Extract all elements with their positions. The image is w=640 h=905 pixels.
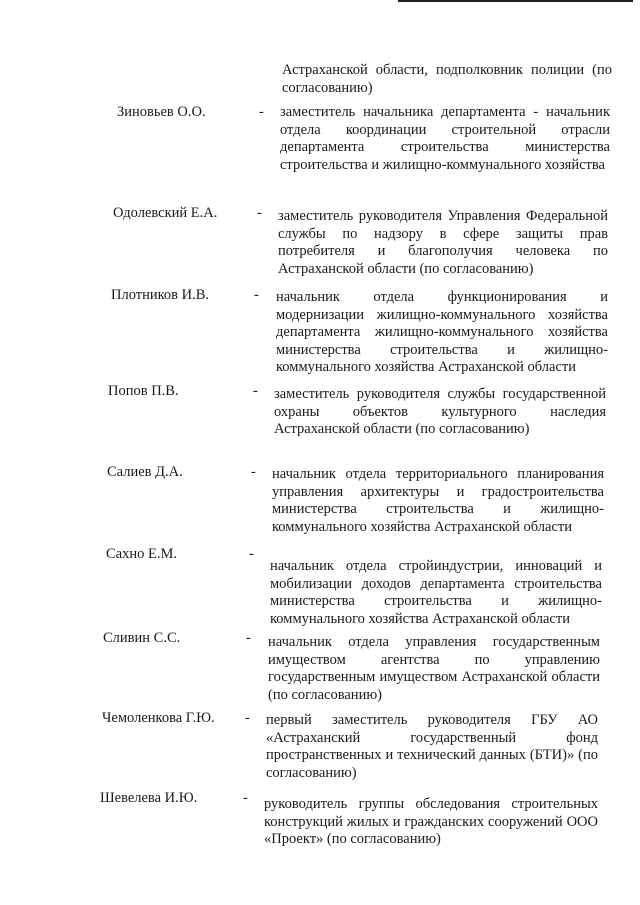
member-position: руководитель группы обследования строительных конструкций жилых и гражданских сооружений ООО «Проект» (по согласованию)	[264, 796, 598, 847]
dash-separator: -	[251, 464, 256, 480]
dash-separator: -	[253, 383, 258, 399]
member-position: начальник отдела территориального планирования управления архитектуры и градостроительства министерства строительства и жилищно-коммунального хозяйства Астраханской области	[272, 466, 604, 535]
member-position: заместитель начальника департамента - начальник отдела координации строительной отрасли департамента строительства министерства строительства и жилищно-коммунального хозяйства	[280, 104, 610, 173]
dash-separator: -	[245, 710, 250, 726]
member-name: Одолевский Е.А.	[113, 205, 218, 221]
dash-separator: -	[246, 630, 251, 646]
member-position: начальник отдела управления государственным имуществом агентства по управлению государственным имуществом Астраханской области (по согласованию)	[268, 634, 600, 703]
member-name: Сливин С.С.	[103, 630, 181, 646]
dash-separator: -	[259, 104, 264, 120]
dash-separator: -	[254, 287, 259, 303]
member-name: Попов П.В.	[108, 383, 179, 399]
dash-separator: -	[243, 790, 248, 806]
member-position: первый заместитель руководителя ГБУ АО «Астраханский государственный фонд пространственных и технический данных (БТИ)» (по согласованию)	[266, 712, 598, 781]
member-name: Салиев Д.А.	[107, 464, 183, 480]
member-name: Зиновьев О.О.	[117, 104, 206, 120]
member-name: Чемоленкова Г.Ю.	[102, 710, 215, 726]
member-name: Шевелева И.Ю.	[100, 790, 198, 806]
member-position: заместитель руководителя службы государственной охраны объектов культурного наследия Астраханской области (по согласованию)	[274, 386, 606, 437]
top-rule	[398, 0, 633, 2]
member-position: заместитель руководителя Управления Федеральной службы по надзору в сфере защиты прав потребителя и благополучия человека по Астраханской области (по согласованию)	[278, 208, 608, 277]
continuation-text: Астраханской области, подполковник полиции (по согласованию)	[282, 62, 612, 96]
dash-separator: -	[257, 205, 262, 221]
dash-separator: -	[249, 546, 254, 562]
member-position: начальник отдела функционирования и модернизации жилищно-коммунального хозяйства департамента жилищно-коммунального хозяйства министерства строительства и жилищно-коммунального хозяйства Астраханской области	[276, 289, 608, 375]
member-name: Сахно Е.М.	[106, 546, 177, 562]
member-name: Плотников И.В.	[111, 287, 210, 303]
member-position: начальник отдела стройиндустрии, инноваций и мобилизации доходов департамента строительства министерства строительства и жилищно-коммунального хозяйства Астраханской области	[270, 558, 602, 627]
